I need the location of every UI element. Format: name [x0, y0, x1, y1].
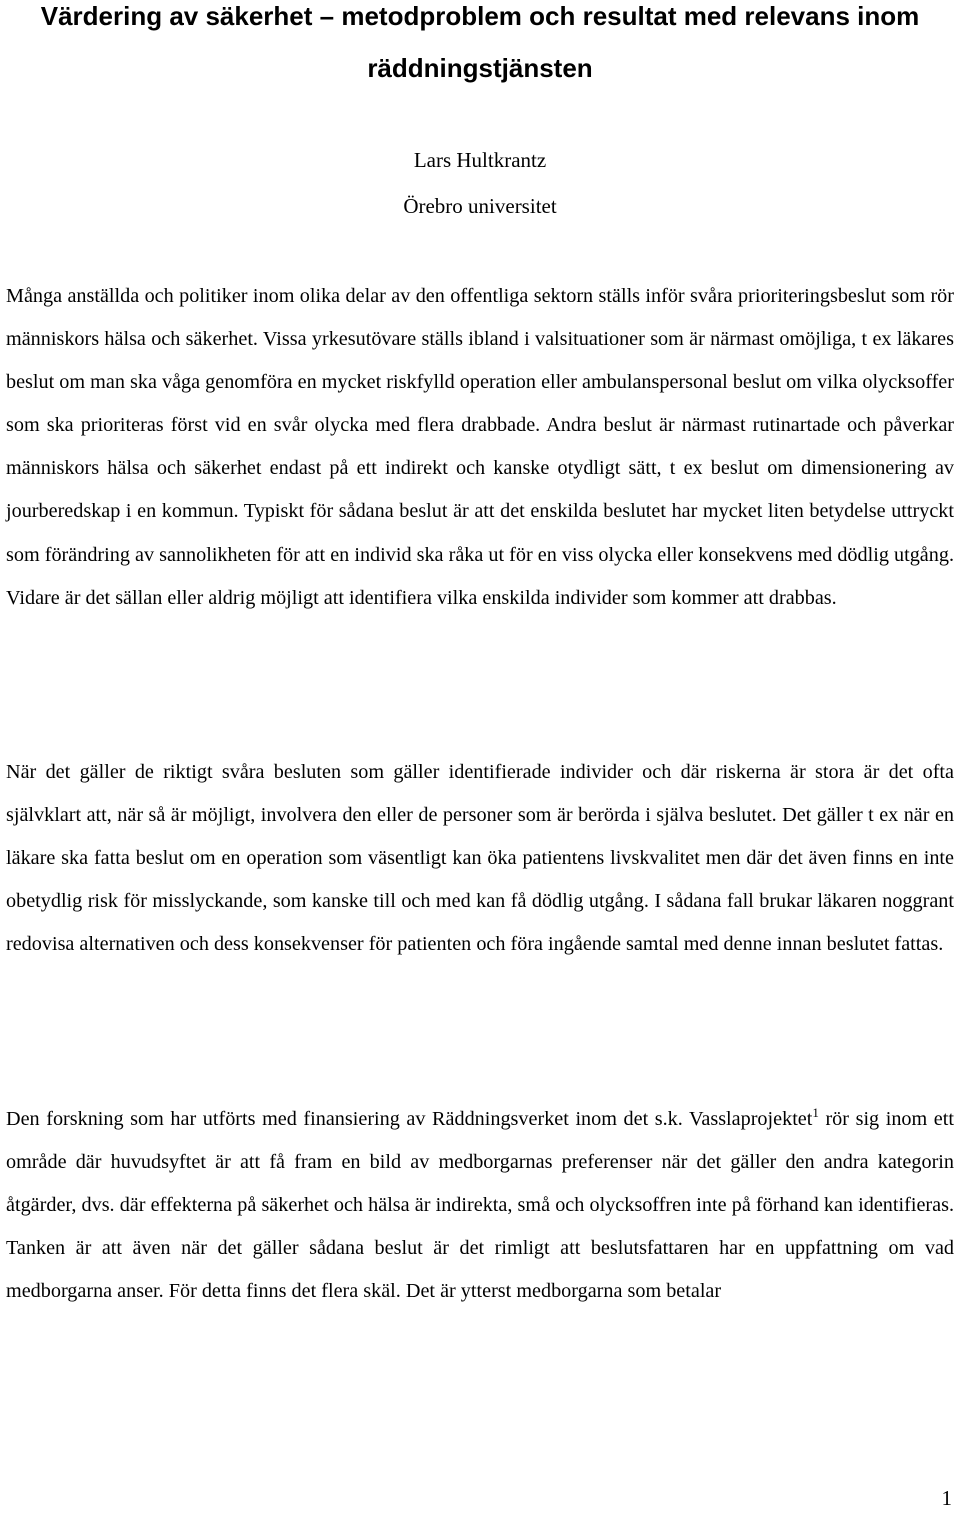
footnote-reference[interactable]: 1 — [812, 1105, 819, 1120]
paragraph-3-text-before-footnote: Den forskning som har utförts med finansiering av Räddningsverket inom det s.k. Vasslaprojektet — [6, 1108, 813, 1130]
author-affiliation: Örebro universitet — [403, 194, 557, 218]
page-number: 1 — [941, 1486, 952, 1510]
paragraph-1: Många anställda och politiker inom olika delar av den offentliga sektorn ställs inför svåra prioriteringsbeslut som rör människors hälsa och säkerhet. Vissa yrkesutövare ställs ibland i valsituationer som är närmast omöjliga, t ex läkares beslut om man ska våga genomföra en mycket riskfylld operation eller ambulanspersonal beslut om vilka olycksoffer som ska prioriteras först vid en svår olycka med flera drabbade. Andra beslut är närmast rutinartade och påverkar människors hälsa och säkerhet endast på ett indirekt och kanske otydligt sätt, t ex beslut om dimensionering av jourberedskap i en kommun. Typiskt för sådana beslut är att det enskilda beslutet har mycket liten betydelse uttryckt som förändring av sannolikheten för att en individ ska råka ut för en viss olycka eller konsekvens med dödlig utgång. Vidare är det sällan eller aldrig möjligt att identifiera vilka enskilda individer som kommer att drabbas. — [6, 285, 954, 609]
author-name: Lars Hultkrantz — [413, 148, 547, 172]
paragraph-3-text-after-footnote: rör sig inom ett område där huvudsyftet är att få fram en bild av medborgarnas preferenser när det gäller den andra kategorin åtgärder, dvs. där effekterna på säkerhet och hälsa är indirekta, små och olycksoffren inte på förhand kan identifieras. Tanken är att även när det gäller sådana beslut är det rimligt att beslutsfattaren har en uppfattning om vad medborgarna anser. För detta finns det flera skäl. Det är ytterst medborgarna som betalar — [6, 1108, 954, 1303]
document-title: Värdering av säkerhet – metodproblem och resultat med relevans inom räddningstjänsten — [40, 1, 920, 83]
paragraph-2: När det gäller de riktigt svåra besluten som gäller identifierade individer och där riskerna är stora är det ofta självklart att, när så är möjligt, involvera den eller de personer som är berörda i själva beslutet. Det gäller t ex när en läkare ska fatta beslut om en operation som väsentligt kan öka patientens livskvalitet men där det även finns en inte obetydlig risk för misslyckande, som kanske till och med kan få dödlig utgång. I sådana fall brukar läkaren noggrant redovisa alternativen och dess konsekvenser för patienten och föra ingående samtal med denne innan beslutet fattas. — [6, 761, 954, 956]
paragraph-3 — [6, 1098, 954, 1313]
